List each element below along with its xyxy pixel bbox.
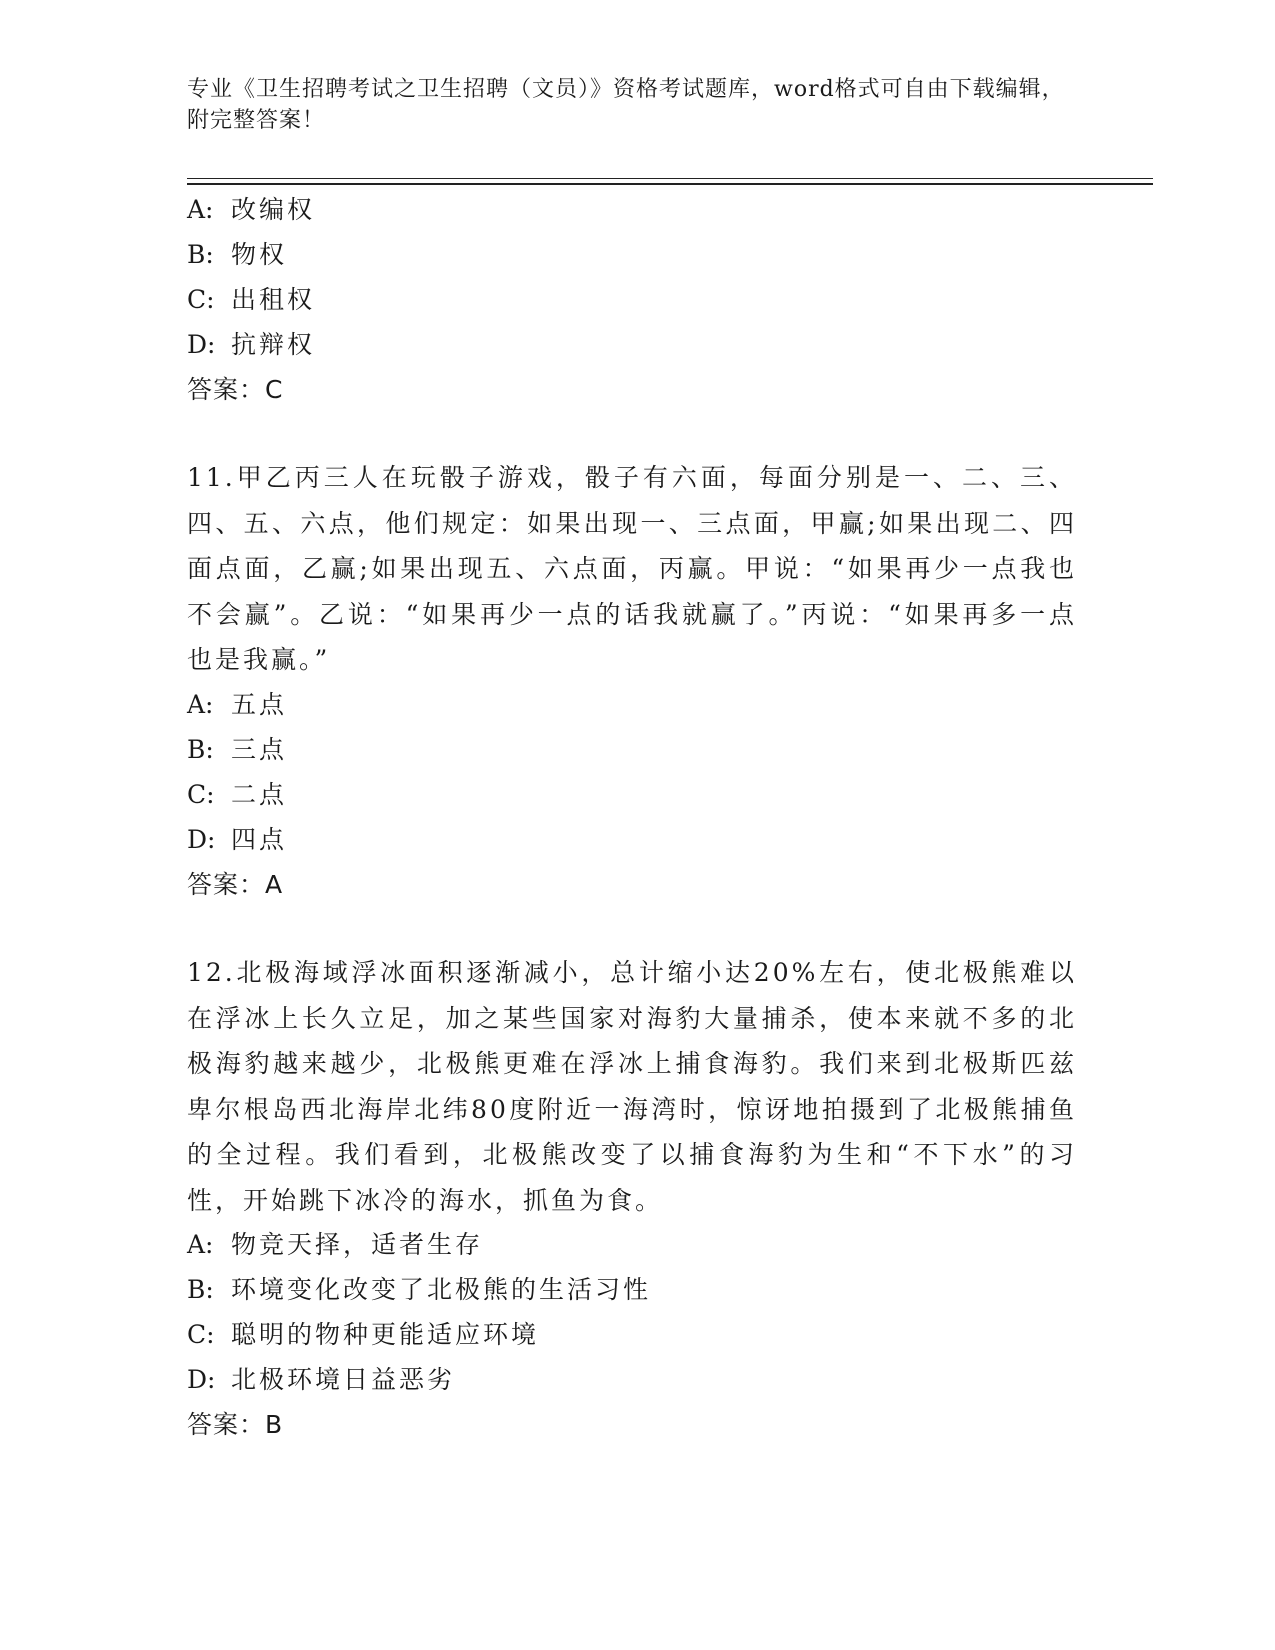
option-key: C:	[187, 1320, 215, 1349]
option-key: B:	[187, 1275, 214, 1304]
q11-stem: 11.甲乙丙三人在玩骰子游戏，骰子有六面，每面分别是一、二、三、四、五、六点，他们规定：如果出现一、三点面，甲赢;如果出现二、四面点面，乙赢;如果出现五、六点面，丙赢。甲说：“如果再少一点我也不会赢”。乙说：“如果再少一点的话我就赢了。”丙说：“如果再多一点也是我赢。”	[187, 463, 1077, 674]
option-text: 物竞天择，适者生存	[231, 1230, 484, 1259]
q10-option-a	[187, 195, 315, 225]
option-key: D:	[187, 330, 216, 359]
option-text: 改编权	[231, 195, 316, 224]
option-text: 四点	[231, 825, 288, 854]
header-divider-thin	[187, 178, 1153, 179]
q11-answer: 答案：A	[187, 870, 284, 899]
q12-answer: 答案：B	[187, 1410, 284, 1439]
option-text: 抗辩权	[231, 330, 316, 359]
header-divider-thick	[187, 183, 1153, 185]
q12-option-c	[187, 1320, 539, 1350]
q12-stem: 12.北极海域浮冰面积逐渐减小，总计缩小达20%左右，使北极熊难以在浮冰上长久立足，加之某些国家对海豹大量捕杀，使本来就不多的北极海豹越来越少，北极熊更难在浮冰上捕食海豹。我们来到北极斯匹兹卑尔根岛西北海岸北纬80度附近一海湾时，惊讶地拍摄到了北极熊捕鱼的全过程。我们看到，北极熊改变了以捕食海豹为生和“不下水”的习性，开始跳下冰冷的海水，抓鱼为食。	[187, 958, 1077, 1215]
option-key: B:	[187, 735, 214, 764]
q10-option-b	[187, 240, 287, 270]
option-text: 二点	[231, 780, 288, 809]
q11-option-c	[187, 780, 287, 810]
option-key: B:	[187, 240, 214, 269]
option-key: D:	[187, 825, 216, 854]
q12-option-d	[187, 1365, 455, 1395]
option-text: 环境变化改变了北极熊的生活习性	[231, 1275, 652, 1304]
q11-option-d	[187, 825, 287, 855]
option-key: A:	[187, 195, 214, 224]
document-header: 专业《卫生招聘考试之卫生招聘（文员）》资格考试题库，word格式可自由下载编辑，附完整答案！	[187, 77, 1065, 133]
option-text: 出租权	[231, 285, 316, 314]
option-key: C:	[187, 285, 215, 314]
option-text: 五点	[231, 690, 288, 719]
option-key: C:	[187, 780, 215, 809]
option-text: 物权	[231, 240, 288, 269]
option-text: 三点	[231, 735, 288, 764]
option-text: 北极环境日益恶劣	[231, 1365, 456, 1394]
option-key: A:	[187, 1230, 214, 1259]
q12-option-b	[187, 1275, 651, 1305]
option-key: A:	[187, 690, 214, 719]
q10-option-c	[187, 285, 315, 315]
q11-option-b	[187, 735, 287, 765]
option-text: 聪明的物种更能适应环境	[231, 1320, 540, 1349]
q12-option-a	[187, 1230, 483, 1260]
q11-option-a	[187, 690, 287, 720]
option-key: D:	[187, 1365, 216, 1394]
q10-option-d	[187, 330, 315, 360]
q10-answer: 答案：C	[187, 375, 284, 404]
